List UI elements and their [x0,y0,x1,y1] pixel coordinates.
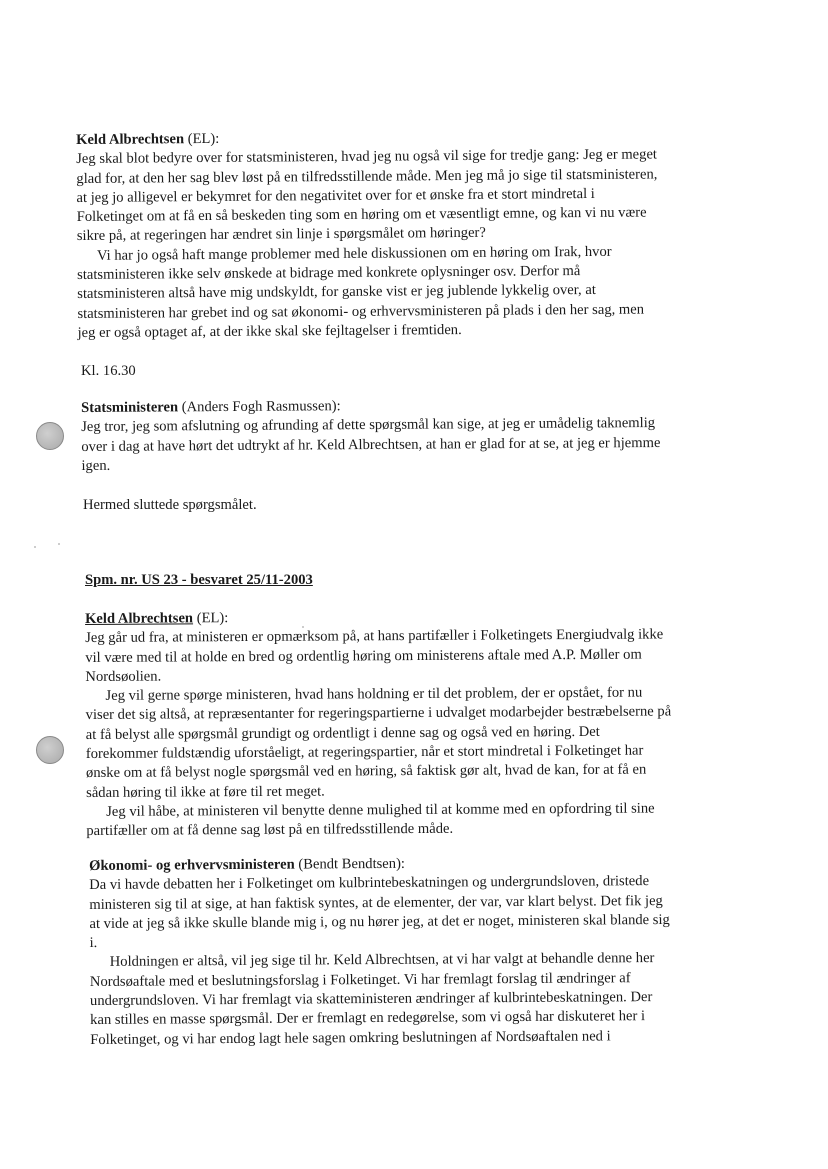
text-line: sikre på, at regeringen har ændret sin linje i spørgsmålet om høringer? [76,225,486,245]
time-stamp-text: Kl. 16.30 [81,363,136,379]
speaker-party: (Anders Fogh Rasmussen): [181,398,341,416]
text-line: viser det sig altså, at repræsentanter for regeringspartierne i udvalget modarbejder bestræbelserne på [85,703,672,724]
speech-keld-albrechtsen-2 [85,606,672,841]
scan-speck [58,543,60,545]
text-line: glad for, at den her sag blev løst på en tilfredsstillende måde. Men jeg må jo sige til statsministeren, [76,166,658,187]
speaker-party: (Bendt Bendtsen): [298,855,406,873]
text-line: Jeg vil håbe, at ministeren vil benytte denne mulighed til at komme med en opfordring til sine [106,800,655,820]
closing-note [83,496,257,515]
text-line: partifæller om at få denne sag løst på en tilfredsstillende måde. [86,821,454,840]
speaker-name: Keld Albrechtsen [85,610,194,627]
text-line: forekommer fuldstændig uforståeligt, at regeringspartier, når et stort mindretal i Folketinget har [85,742,644,763]
text-line: Jeg skal blot bedyre over for statsministeren, hvad jeg nu også vil sige for tredje gang: Jeg er meget [76,146,658,168]
text-line: Folketinget om at få en så beskeden ting som en høring om et væsentligt emne, og kan vi nu være [76,204,647,226]
text-line: at vide at jeg så ikke skulle blande mig i, og nu hører jeg, at det er noget, ministeren skal blande sig [89,911,670,932]
speech-oekonomiministeren [89,853,671,1050]
text-line: undergrundsloven. Vi har fremlagt via skatteministeren ændringer af kulbrintebeskatningen. Der [89,989,653,1010]
speaker-name: Statsministeren [81,399,179,416]
text-line: Nordsøaftale med et beslutningsforslag i Folketinget. Vi har fremlagt forslag til ændringer af [89,970,631,990]
text-line: i. [89,935,98,952]
text-line: Jeg vil gerne spørge ministeren, hvad hans holdning er til det problem, der er opstået, for nu [105,684,643,705]
speaker-name: Økonomi- og erhvervsministeren [89,856,295,874]
text-line: ministeren sig til at sige, at han faktisk syntes, at de elementer, der var, var klart belyst. Det fik jeg [89,892,663,913]
text-line: ønske om at få belyst nogle spørgsmål ved en høring, så faktisk gør alt, hvad de kan, for at få en [85,761,647,782]
text-line: sådan høring til ikke at føre til ret meget. [86,783,325,801]
text-line: igen. [81,457,111,474]
hole-punch-top [36,422,64,450]
closing-text: Hermed sluttede spørgsmålet. [83,497,257,513]
text-line: Nordsøolien. [85,668,162,685]
text-line: Da vi havde debatten her i Folketinget om kulbrintebeskatningen og undergrundsloven, dristede [89,873,650,894]
text-line: at jeg jo alligevel er bekymret for den negativitet over for et ønske fra et stort mindretal i [76,185,595,206]
text-line: Jeg går ud fra, at ministeren er opmærksom på, at hans partifæller i Folketingets Energiudvalg ikke [85,626,664,647]
hole-punch-bottom [36,736,64,764]
text-line: kan stilles en masse spørgsmål. Der er fremlagt en redegørelse, som vi også har diskuteret her i [90,1008,646,1029]
text-line: over i dag at have hørt det udtrykt af hr. Keld Albrechtsen, at han er glad for at se, at jeg er hjemme [81,434,661,455]
speaker-party: (EL): [196,610,229,627]
text-line: Vi har jo også haft mange problemer med hele diskussionen om en høring om Irak, hvor [96,243,612,264]
text-line: at få belyst alle spørgsmål grundigt og ordentligt i denne sag og også ved en høring. Det [85,723,600,743]
question-heading [85,571,313,590]
text-line: statsministeren altså have mig undskyldt, for ganske vist er jeg jublende lykkelig over, at [77,282,596,303]
text-line: Holdningen er altså, vil jeg sige til hr. Keld Albrechtsen, at vi har valgt at behandle denne her [109,950,655,971]
speaker-party: (EL): [187,130,220,148]
text-line: Folketinget, og vi har endog lagt hele sagen omkring beslutningen af Nordsøaftalen ned i [90,1028,611,1048]
speaker-name: Keld Albrechtsen [76,131,185,148]
time-stamp [81,362,136,381]
speech-statsministeren [81,395,661,476]
text-line: Jeg tror, jeg som afslutning og afrunding af dette spørgsmål kan sige, at jeg er umådelig taknemlig [81,415,656,436]
text-line: jeg er også optaget af, at der ikke skal ske fejltagelser i fremtiden. [77,321,462,341]
text-line: vil være med til at holde en bred og ordentlig høring om ministerens aftale med A.P. Møller om [85,646,642,666]
text-line: statsministeren har grebet ind og sat økonomi- og erhvervsministeren på plads i den her sag, men [77,301,645,322]
scan-speck [34,546,36,548]
question-heading-text: Spm. nr. US 23 - besvaret 25/11-2003 [85,572,313,588]
text-line: statsministeren ikke selv ønskede at bidrage med konkrete oplysninger osv. Derfor må [77,263,581,284]
speech-keld-albrechtsen-1 [76,126,659,343]
